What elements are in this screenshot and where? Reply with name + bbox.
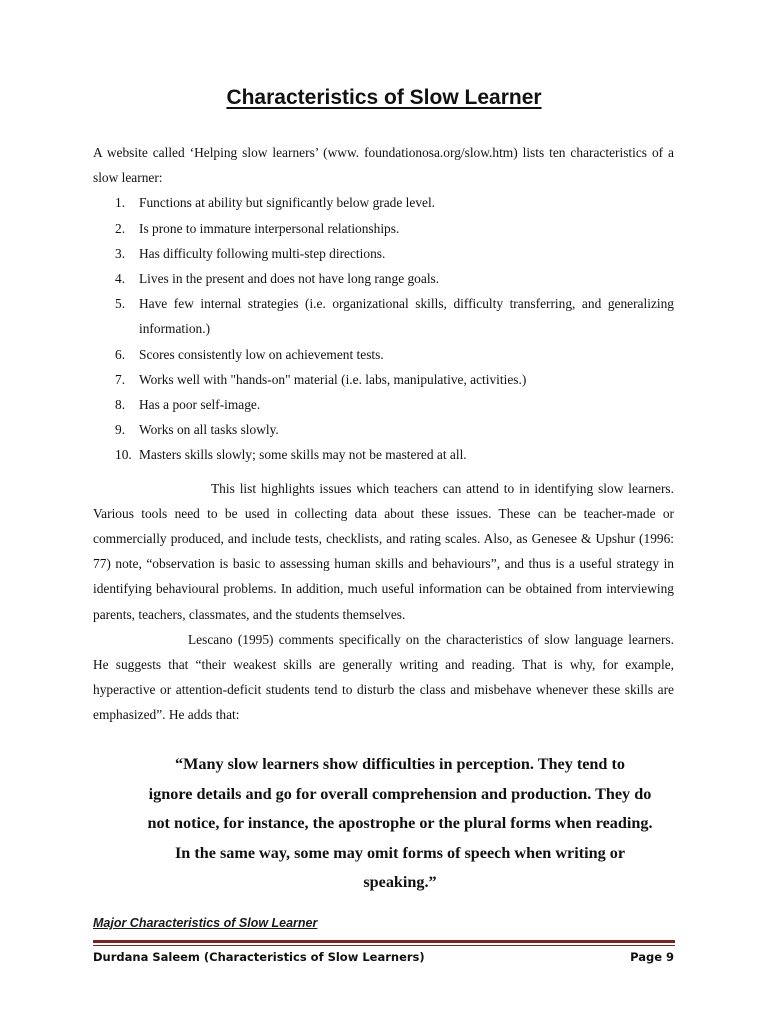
body-content [93, 140, 674, 728]
list-text: Works well with "hands-on" material (i.e. labs, manipulative, activities.) [139, 371, 527, 387]
quote-line: In the same way, some may omit forms of speech when writing or [174, 843, 626, 862]
list-number: 6. [115, 346, 126, 362]
block-quote [110, 750, 690, 898]
quote-line: “Many slow learners show difficulties in perception. They tend to [175, 755, 625, 773]
list-item [93, 291, 674, 341]
footer-rule-thin [93, 945, 675, 946]
list-text: Works on all tasks slowly. [139, 422, 279, 438]
list-number: 4. [115, 271, 126, 287]
quote-line: speaking.” [363, 873, 437, 891]
list-text: Is prone to immature interpersonal relationships. [139, 220, 400, 236]
list-number: 3. [115, 245, 126, 261]
list-number: 1. [115, 195, 126, 211]
footer-page-number: Page 9 [630, 950, 674, 964]
list-item [93, 266, 674, 291]
footer-author: Durdana Saleem (Characteristics of Slow Learners) [93, 950, 425, 964]
list-text: Functions at ability but significantly below grade level. [139, 195, 436, 211]
list-item [93, 190, 674, 215]
list-item [93, 241, 674, 266]
quote-line: not notice, for instance, the apostrophe or the plural forms when reading. [147, 814, 653, 832]
section-heading: Major Characteristics of Slow Learner [93, 916, 318, 930]
list-item [93, 342, 674, 367]
list-text: Has difficulty following multi-step directions. [139, 245, 386, 261]
page-title: Characteristics of Slow Learner [226, 86, 542, 109]
footer-rule [93, 940, 675, 943]
list-number: 7. [115, 371, 126, 387]
list-text: Have few internal strategies (i.e. organizational skills, difficulty transferring, and generalizing information.) [139, 296, 674, 337]
characteristics-list [93, 190, 674, 467]
list-number: 10. [115, 447, 132, 463]
list-text: Has a poor self-image. [139, 397, 261, 413]
list-text: Lives in the present and does not have long range goals. [139, 271, 440, 287]
quote-line: ignore details and go for overall comprehension and production. They do [148, 784, 652, 803]
list-text: Masters skills slowly; some skills may not be mastered at all. [139, 447, 467, 463]
intro-paragraph: A website called ‘Helping slow learners’ (www. foundationosa.org/slow.htm) lists ten characteristics of a slow learner: [93, 145, 674, 186]
body-paragraph-2: Lescano (1995) comments specifically on the characteristics of slow language learners. He suggests that “their weakest skills are generally writing and reading. That is why, for example, hyperactive or attention-deficit students tend to disturb the class and misbehave whenever these skills are emphasized”. He adds that: [93, 631, 674, 723]
list-item [93, 417, 674, 442]
list-item [93, 442, 674, 467]
list-number: 8. [115, 397, 126, 413]
list-number: 2. [115, 220, 126, 236]
list-item [93, 216, 674, 241]
list-number: 9. [115, 422, 126, 438]
list-text: Scores consistently low on achievement tests. [139, 346, 384, 362]
list-number: 5. [115, 296, 126, 312]
list-item [93, 392, 674, 417]
list-item [93, 367, 674, 392]
body-paragraph-1: This list highlights issues which teachers can attend to in identifying slow learners. Various tools need to be used in collecting data about these issues. These can be teacher-made or commercially produced, and include tests, checklists, and rating scales. Also, as Genesee & Upshur (1996: 77) note, “observation is basic to assessing human skills and behaviours”, and thus is a useful strategy in identifying behavioural problems. In addition, much useful information can be obtained from interviewing parents, teachers, classmates, and the students themselves. [93, 480, 674, 622]
